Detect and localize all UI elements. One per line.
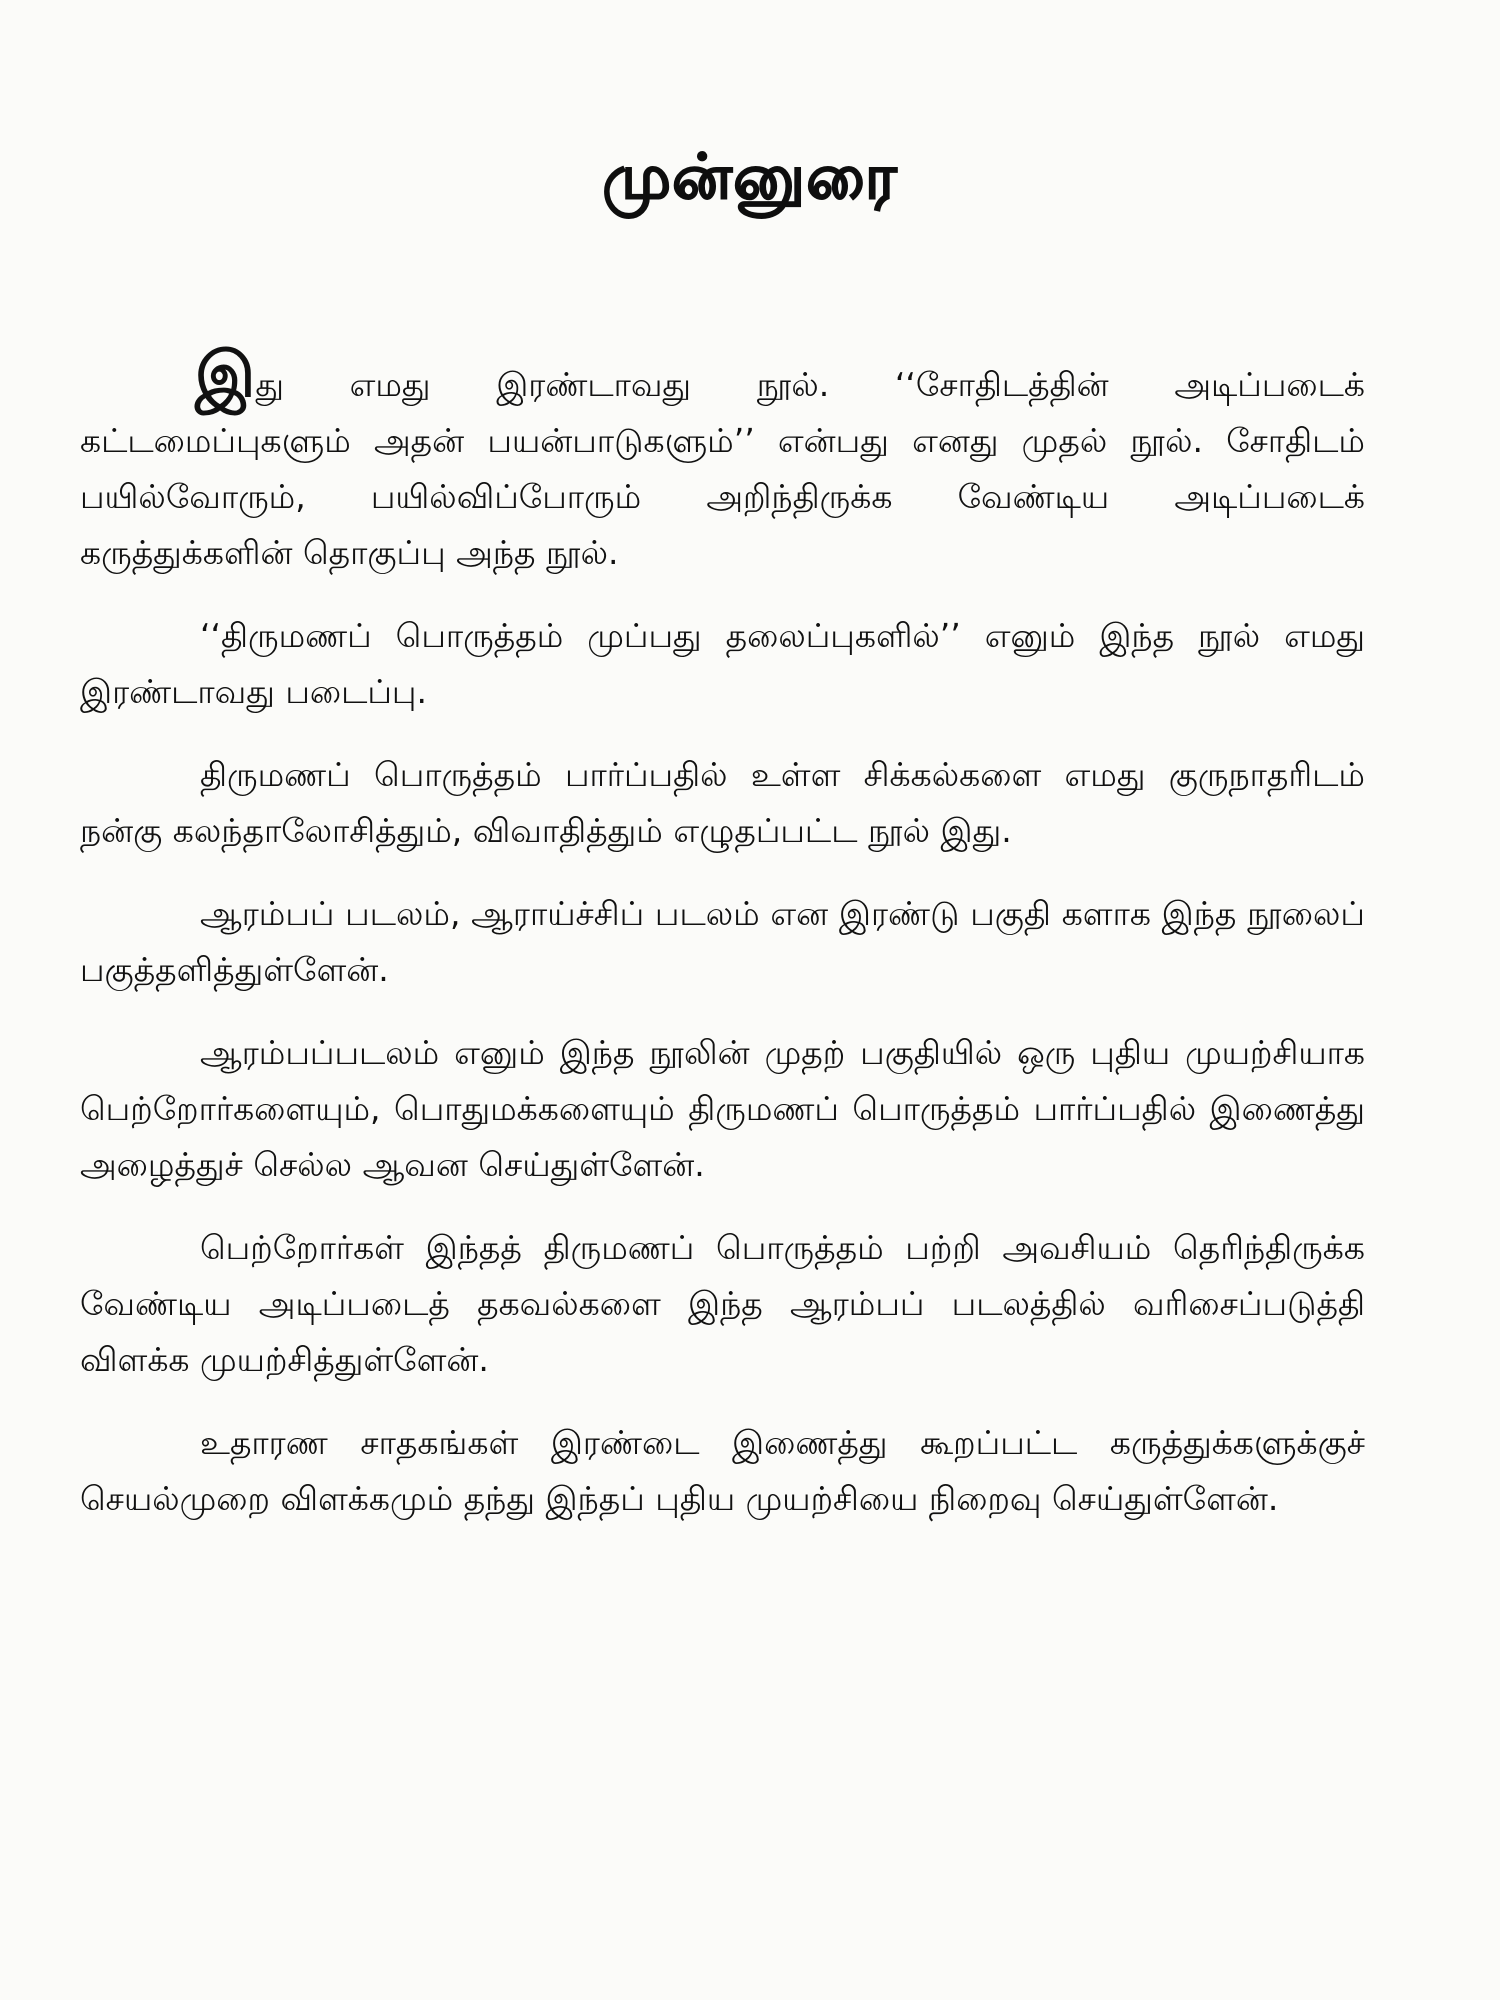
preface-body (80, 338, 1365, 1554)
paragraph-3: திருமணப் பொருத்தம் பார்ப்பதில் உள்ள சிக்கல்களை எமது குருநாதரிடம் நன்கு கலந்தாலோசித்தும், விவாதித்தும் எழுதப்பட்ட நூல் இது. (80, 755, 1365, 850)
paragraph-6: பெற்றோர்கள் இந்தத் திருமணப் பொருத்தம் பற்றி அவசியம் தெரிந்திருக்க வேண்டிய அடிப்படைத் தகவல்களை இந்த ஆரம்பப் படலத்தில் வரிசைப்படுத்தி விளக்க முயற்சித்துள்ளேன். (80, 1228, 1365, 1379)
page-title: முன்னுரை (602, 140, 898, 213)
paragraph-4: ஆரம்பப் படலம், ஆராய்ச்சிப் படலம் என இரண்டு பகுதி களாக இந்த நூலைப் பகுத்தளித்துள்ளேன். (80, 894, 1365, 989)
paragraph-7: உதாரண சாதகங்கள் இரண்டை இணைத்து கூறப்பட்ட கருத்துக்களுக்குச் செயல்முறை விளக்கமும் தந்து இந்தப் புதிய முயற்சியை நிறைவு செய்துள்ளேன். (80, 1423, 1365, 1518)
drop-cap: இ (195, 338, 256, 411)
title-box (0, 140, 1500, 222)
paragraph-2: ‘‘திருமணப் பொருத்தம் முப்பது தலைப்புகளில்’’ எனும் இந்த நூல் எமது இரண்டாவது படைப்பு. (80, 616, 1365, 711)
paragraph-1 (80, 338, 1365, 581)
paragraph-5: ஆரம்பப்படலம் எனும் இந்த நூலின் முதற் பகுதியில் ஒரு புதிய முயற்சியாக பெற்றோர்களையும், பொதுமக்களையும் திருமணப் பொருத்தம் பார்ப்பதில் இணைத்து அழைத்துச் செல்ல ஆவன செய்துள்ளேன். (80, 1033, 1365, 1184)
paragraph-1-text: து எமது இரண்டாவது நூல். ‘‘சோதிடத்தின் அடிப்படைக் கட்டமைப்புகளும் அதன் பயன்பாடுகளும்’’ என்பது எனது முதல் நூல். சோதிடம் பயில்வோரும், பயில்விப்போரும் அறிந்திருக்க வேண்டிய அடிப்படைக் கருத்துக்களின் தொகுப்பு அந்த நூல். (80, 365, 1365, 572)
